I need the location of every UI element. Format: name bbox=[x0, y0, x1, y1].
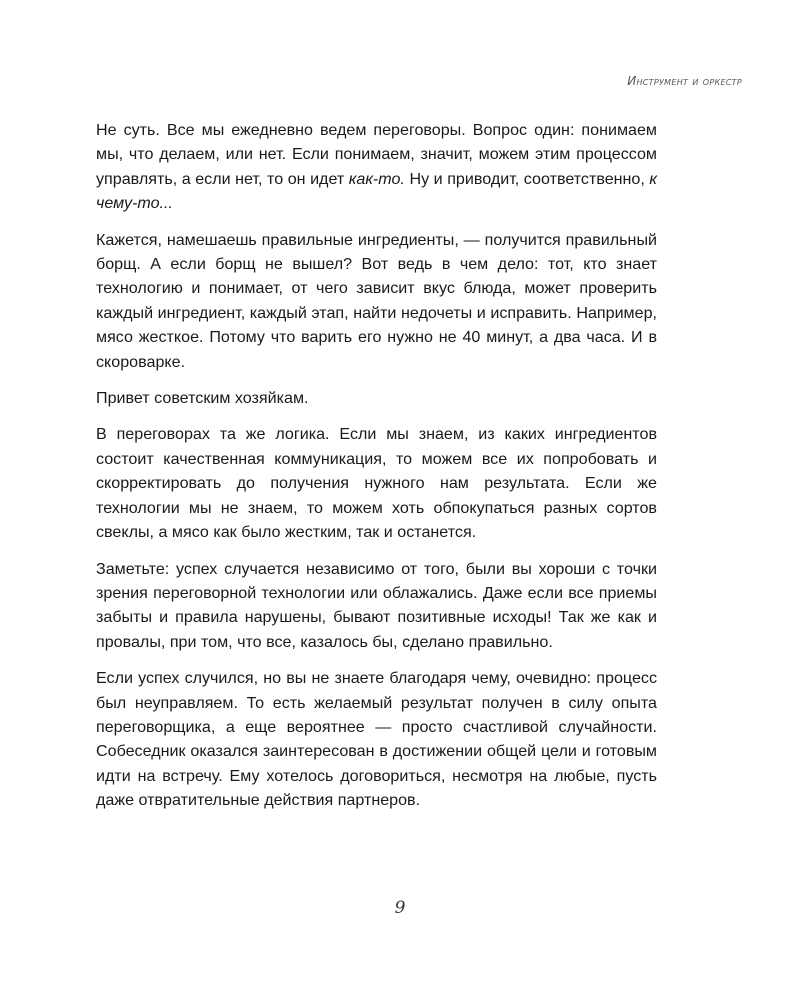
text-segment: Если успех случился, но вы не знаете благодаря чему, очевидно: процесс был неуправляем. То есть желаемый результат получен в силу опыта переговорщика, а еще вероятнее — просто счастливой случайности. Собеседник оказался заинтересован в достижении общей цели и готовым идти на встречу. Ему хотелось договориться, несмотря на любые, пусть даже отвратительные действия партнеров. bbox=[96, 669, 657, 810]
paragraph bbox=[96, 422, 657, 544]
text-segment: Кажется, намешаешь правильные ингредиенты, — получится правильный борщ. А если борщ не вышел? Вот ведь в чем дело: тот, кто знает технологию и понимает, от чего зависит вкус блюда, может проверить каждый ингредиент, каждый этап, найти недочеты и исправить. Например, мясо жесткое. Потому что варить его нужно не 40 минут, а два часа. И в скороварке. bbox=[96, 230, 657, 371]
page-number: 9 bbox=[394, 898, 406, 918]
text-segment: Привет советским хозяйкам. bbox=[96, 389, 309, 408]
paragraph bbox=[96, 557, 657, 655]
text-segment: Ну и приводит, соответственно, bbox=[404, 169, 650, 188]
running-header: Инструмент и оркестр bbox=[627, 74, 742, 88]
text-segment: В переговорах та же логика. Если мы знаем, из каких ингредиентов состоит качественная коммуникация, то можем все их попробовать и скорректировать до получения нужного нам результата. Если же технологии мы не знаем, то можем хоть обпокупаться разных сортов свеклы, а мясо как было жестким, так и останется. bbox=[96, 425, 657, 542]
italic-segment: как-то. bbox=[348, 169, 405, 188]
paragraph bbox=[96, 228, 657, 374]
italic-segment: к чему-то... bbox=[96, 169, 658, 213]
paragraph bbox=[96, 386, 657, 410]
paragraph bbox=[96, 666, 657, 812]
paragraph bbox=[96, 118, 657, 216]
text-segment: Заметьте: успех случается независимо от того, были вы хороши с точки зрения переговорной технологии или облажались. Даже если все приемы забыты и правила нарушены, бывают позитивные исходы! Так же как и провалы, при том, что все, казалось бы, сделано правильно. bbox=[96, 559, 657, 651]
body-text bbox=[96, 118, 657, 825]
text-segment: Не суть. Все мы ежедневно ведем переговоры. Вопрос один: понимаем мы, что делаем, или нет. Если понимаем, значит, можем этим процессом управлять, а если нет, то он идет bbox=[96, 121, 657, 188]
